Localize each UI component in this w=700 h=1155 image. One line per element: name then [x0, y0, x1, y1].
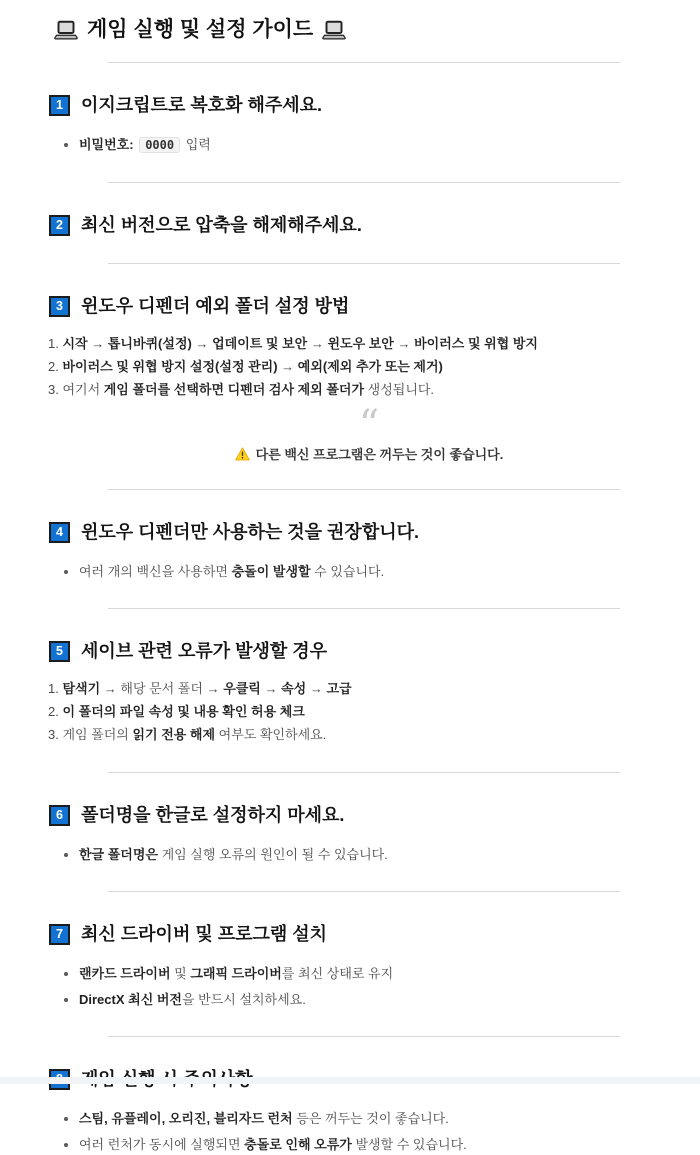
warning-triangle-icon	[235, 447, 250, 461]
bullet-item: 한글 폴더명은 게임 실행 오류의 원인이 될 수 있습니다.	[57, 844, 690, 865]
step-item: 2. 바이러스 및 위협 방지 설정(설정 관리) → 예외(제외 추가 또는 제거)	[48, 359, 443, 374]
step-list	[48, 332, 690, 401]
section-number-badge: 5	[49, 641, 70, 662]
section-heading-text: 최신 버전으로 압축을 해제해주세요.	[81, 215, 362, 235]
section-heading	[49, 294, 690, 318]
section-4	[48, 520, 690, 582]
section-heading	[49, 803, 690, 827]
divider	[108, 1036, 620, 1037]
section-heading-text: 윈도우 디펜더 예외 폴더 설정 방법	[81, 296, 350, 316]
step-item: 3. 게임 폴더의 읽기 전용 해제 여부도 확인하세요.	[48, 727, 327, 742]
bullet-list	[57, 561, 690, 582]
page-title-text: 게임 실행 및 설정 가이드	[87, 18, 314, 41]
divider	[108, 891, 620, 892]
bullet-item: 스팀, 유플레이, 오리진, 블리자드 런처 등은 꺼두는 것이 좋습니다.	[57, 1108, 690, 1129]
section-number-badge: 6	[49, 805, 70, 826]
section-number-badge: 2	[49, 215, 70, 236]
step-item: 1. 탐색기 → 해당 문서 폴더 → 우클릭 → 속성 → 고급	[48, 681, 352, 696]
quote-block	[48, 402, 690, 463]
bullet-item: 여러 런처가 동시에 실행되면 충돌로 인해 오류가 발생할 수 있습니다.	[57, 1134, 690, 1155]
section-number-badge: 1	[49, 95, 70, 116]
section-2	[48, 213, 690, 237]
section-heading-text: 최신 드라이버 및 프로그램 설치	[81, 924, 328, 944]
section-number-badge: 3	[49, 296, 70, 317]
divider	[108, 62, 620, 63]
section-heading-text: 세이브 관련 오류가 발생할 경우	[81, 641, 328, 661]
section-heading	[49, 922, 690, 946]
cut-off-gray-box	[0, 1077, 700, 1084]
quote-warning-text: 다른 백신 프로그램은 꺼두는 것이 좋습니다.	[255, 447, 504, 462]
section-6	[48, 803, 690, 865]
step-item: 2. 이 폴더의 파일 속성 및 내용 확인 허용 체크	[48, 704, 305, 719]
section-1	[48, 93, 690, 156]
bullet-item: 여러 개의 백신을 사용하면 충돌이 발생할 수 있습니다.	[57, 561, 690, 582]
section-heading-text: 윈도우 디펜더만 사용하는 것을 권장합니다.	[81, 522, 419, 542]
section-7	[48, 922, 690, 1010]
divider	[108, 182, 620, 183]
section-heading-text: 이지크립트로 복호화 해주세요.	[81, 95, 323, 115]
divider	[108, 263, 620, 264]
step-item: 1. 시작 → 톱니바퀴(설정) → 업데이트 및 보안 → 윈도우 보안 → 바이러스 및 위협 방지	[48, 336, 538, 351]
laptop-icon	[322, 20, 346, 40]
bullet-list	[57, 134, 690, 156]
divider	[108, 489, 620, 490]
section-heading	[49, 520, 690, 544]
section-heading	[49, 213, 690, 237]
bullet-item: 랜카드 드라이버 및 그래픽 드라이버를 최신 상태로 유지	[57, 963, 690, 984]
page-title	[54, 16, 690, 44]
quote-warning-line	[48, 444, 690, 463]
section-3	[48, 294, 690, 463]
divider	[108, 772, 620, 773]
quote-mark-icon: “	[358, 402, 380, 448]
bullet-list	[57, 1108, 690, 1155]
bullet-list	[57, 844, 690, 865]
section-number-badge: 7	[49, 924, 70, 945]
section-heading	[49, 93, 690, 117]
step-list	[48, 677, 690, 746]
section-heading-text: 폴더명을 한글로 설정하지 마세요.	[81, 805, 345, 825]
section-heading	[49, 639, 690, 663]
laptop-icon	[54, 20, 78, 40]
step-item: 3. 여기서 게임 폴더를 선택하면 디펜더 검사 제외 폴더가 생성됩니다.	[48, 382, 435, 397]
bullet-list	[57, 963, 690, 1010]
divider	[108, 608, 620, 609]
bullet-item: 비밀번호: 0000 입력	[57, 134, 690, 156]
section-5	[48, 639, 690, 746]
bullet-item: DirectX 최신 버전을 반드시 설치하세요.	[57, 989, 690, 1010]
section-number-badge: 4	[49, 522, 70, 543]
